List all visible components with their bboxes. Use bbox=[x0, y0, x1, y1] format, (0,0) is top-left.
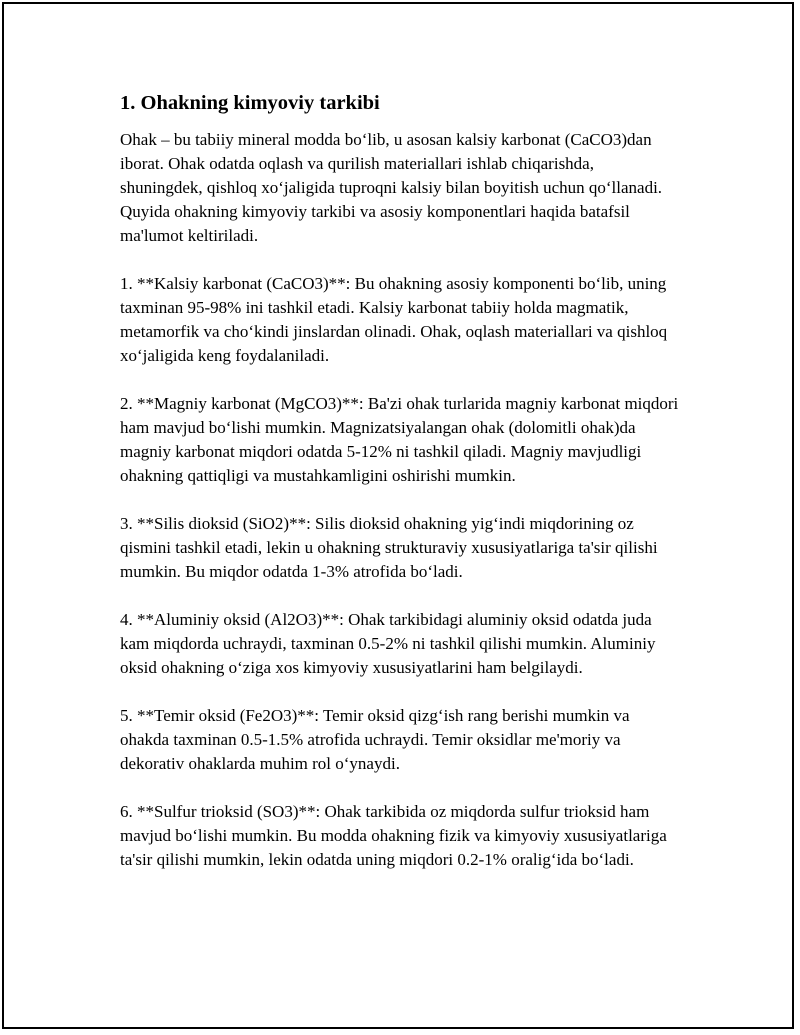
document-content bbox=[120, 90, 680, 872]
paragraph-spacer bbox=[120, 248, 680, 272]
intro-paragraph: Ohak – bu tabiiy mineral modda bo‘lib, u asosan kalsiy karbonat (CaCO3)dan iborat. Ohak odatda oqlash va qurilish materiallari ishlab chiqarishda, shuningdek, qishloq xo‘jaligida tuproqni kalsiy bilan boyitish uchun qo‘llanadi. Quyida ohakning kimyoviy tarkibi va asosiy komponentlari haqida batafsil ma'lumot keltiriladi. bbox=[120, 129, 663, 245]
paragraph-spacer bbox=[120, 488, 680, 512]
component-paragraph-silicon-dioxide: 3. **Silis dioksid (SiO2)**: Silis dioksid ohakning yig‘indi miqdorining oz qismini tashkil etadi, lekin u ohakning strukturaviy xususiyatlariga ta'sir qilishi mumkin. Bu miqdor odatda 1-3% atrofida bo‘ladi. bbox=[120, 513, 658, 581]
document-title: 1. Ohakning kimyoviy tarkibi bbox=[120, 92, 380, 114]
paragraph-spacer bbox=[120, 584, 680, 608]
component-paragraph-aluminum-oxide: 4. **Aluminiy oksid (Al2O3)**: Ohak tarkibidagi aluminiy oksid odatda juda kam miqdorda uchraydi, taxminan 0.5-2% ni tashkil qilishi mumkin. Aluminiy oksid ohakning o‘ziga xos kimyoviy xususiyatlarini ham belgilaydi. bbox=[120, 609, 656, 677]
component-paragraph-calcium-carbonate: 1. **Kalsiy karbonat (CaCO3)**: Bu ohakning asosiy komponenti bo‘lib, uning taxminan 95-98% ini tashkil etadi. Kalsiy karbonat tabiiy holda magmatik, metamorfik va cho‘kindi jinslardan olinadi. Ohak, oqlash materiallari va qishloq xo‘jaligida keng foydalaniladi. bbox=[120, 273, 668, 365]
component-paragraph-magnesium-carbonate: 2. **Magniy karbonat (MgCO3)**: Ba'zi ohak turlarida magniy karbonat miqdori ham mavjud bo‘lishi mumkin. Magnizatsiyalangan ohak (dolomitli ohak)da magniy karbonat miqdori odatda 5-12% ni tashkil qiladi. Magniy mavjudligi ohakning qattiqligi va mustahkamligini oshirishi mumkin. bbox=[120, 393, 679, 485]
paragraph-spacer bbox=[120, 680, 680, 704]
document-page bbox=[2, 2, 794, 1029]
paragraph-spacer bbox=[120, 368, 680, 392]
component-paragraph-iron-oxide: 5. **Temir oksid (Fe2O3)**: Temir oksid qizg‘ish rang berishi mumkin va ohakda taxminan 0.5-1.5% atrofida uchraydi. Temir oksidlar me'moriy va dekorativ ohaklarda muhim rol o‘ynaydi. bbox=[120, 705, 630, 773]
paragraph-spacer bbox=[120, 776, 680, 800]
component-paragraph-sulfur-trioxide: 6. **Sulfur trioksid (SO3)**: Ohak tarkibida oz miqdorda sulfur trioksid ham mavjud bo‘lishi mumkin. Bu modda ohakning fizik va kimyoviy xususiyatlariga ta'sir qilishi mumkin, lekin odatda uning miqdori 0.2-1% oralig‘ida bo‘ladi. bbox=[120, 801, 667, 869]
